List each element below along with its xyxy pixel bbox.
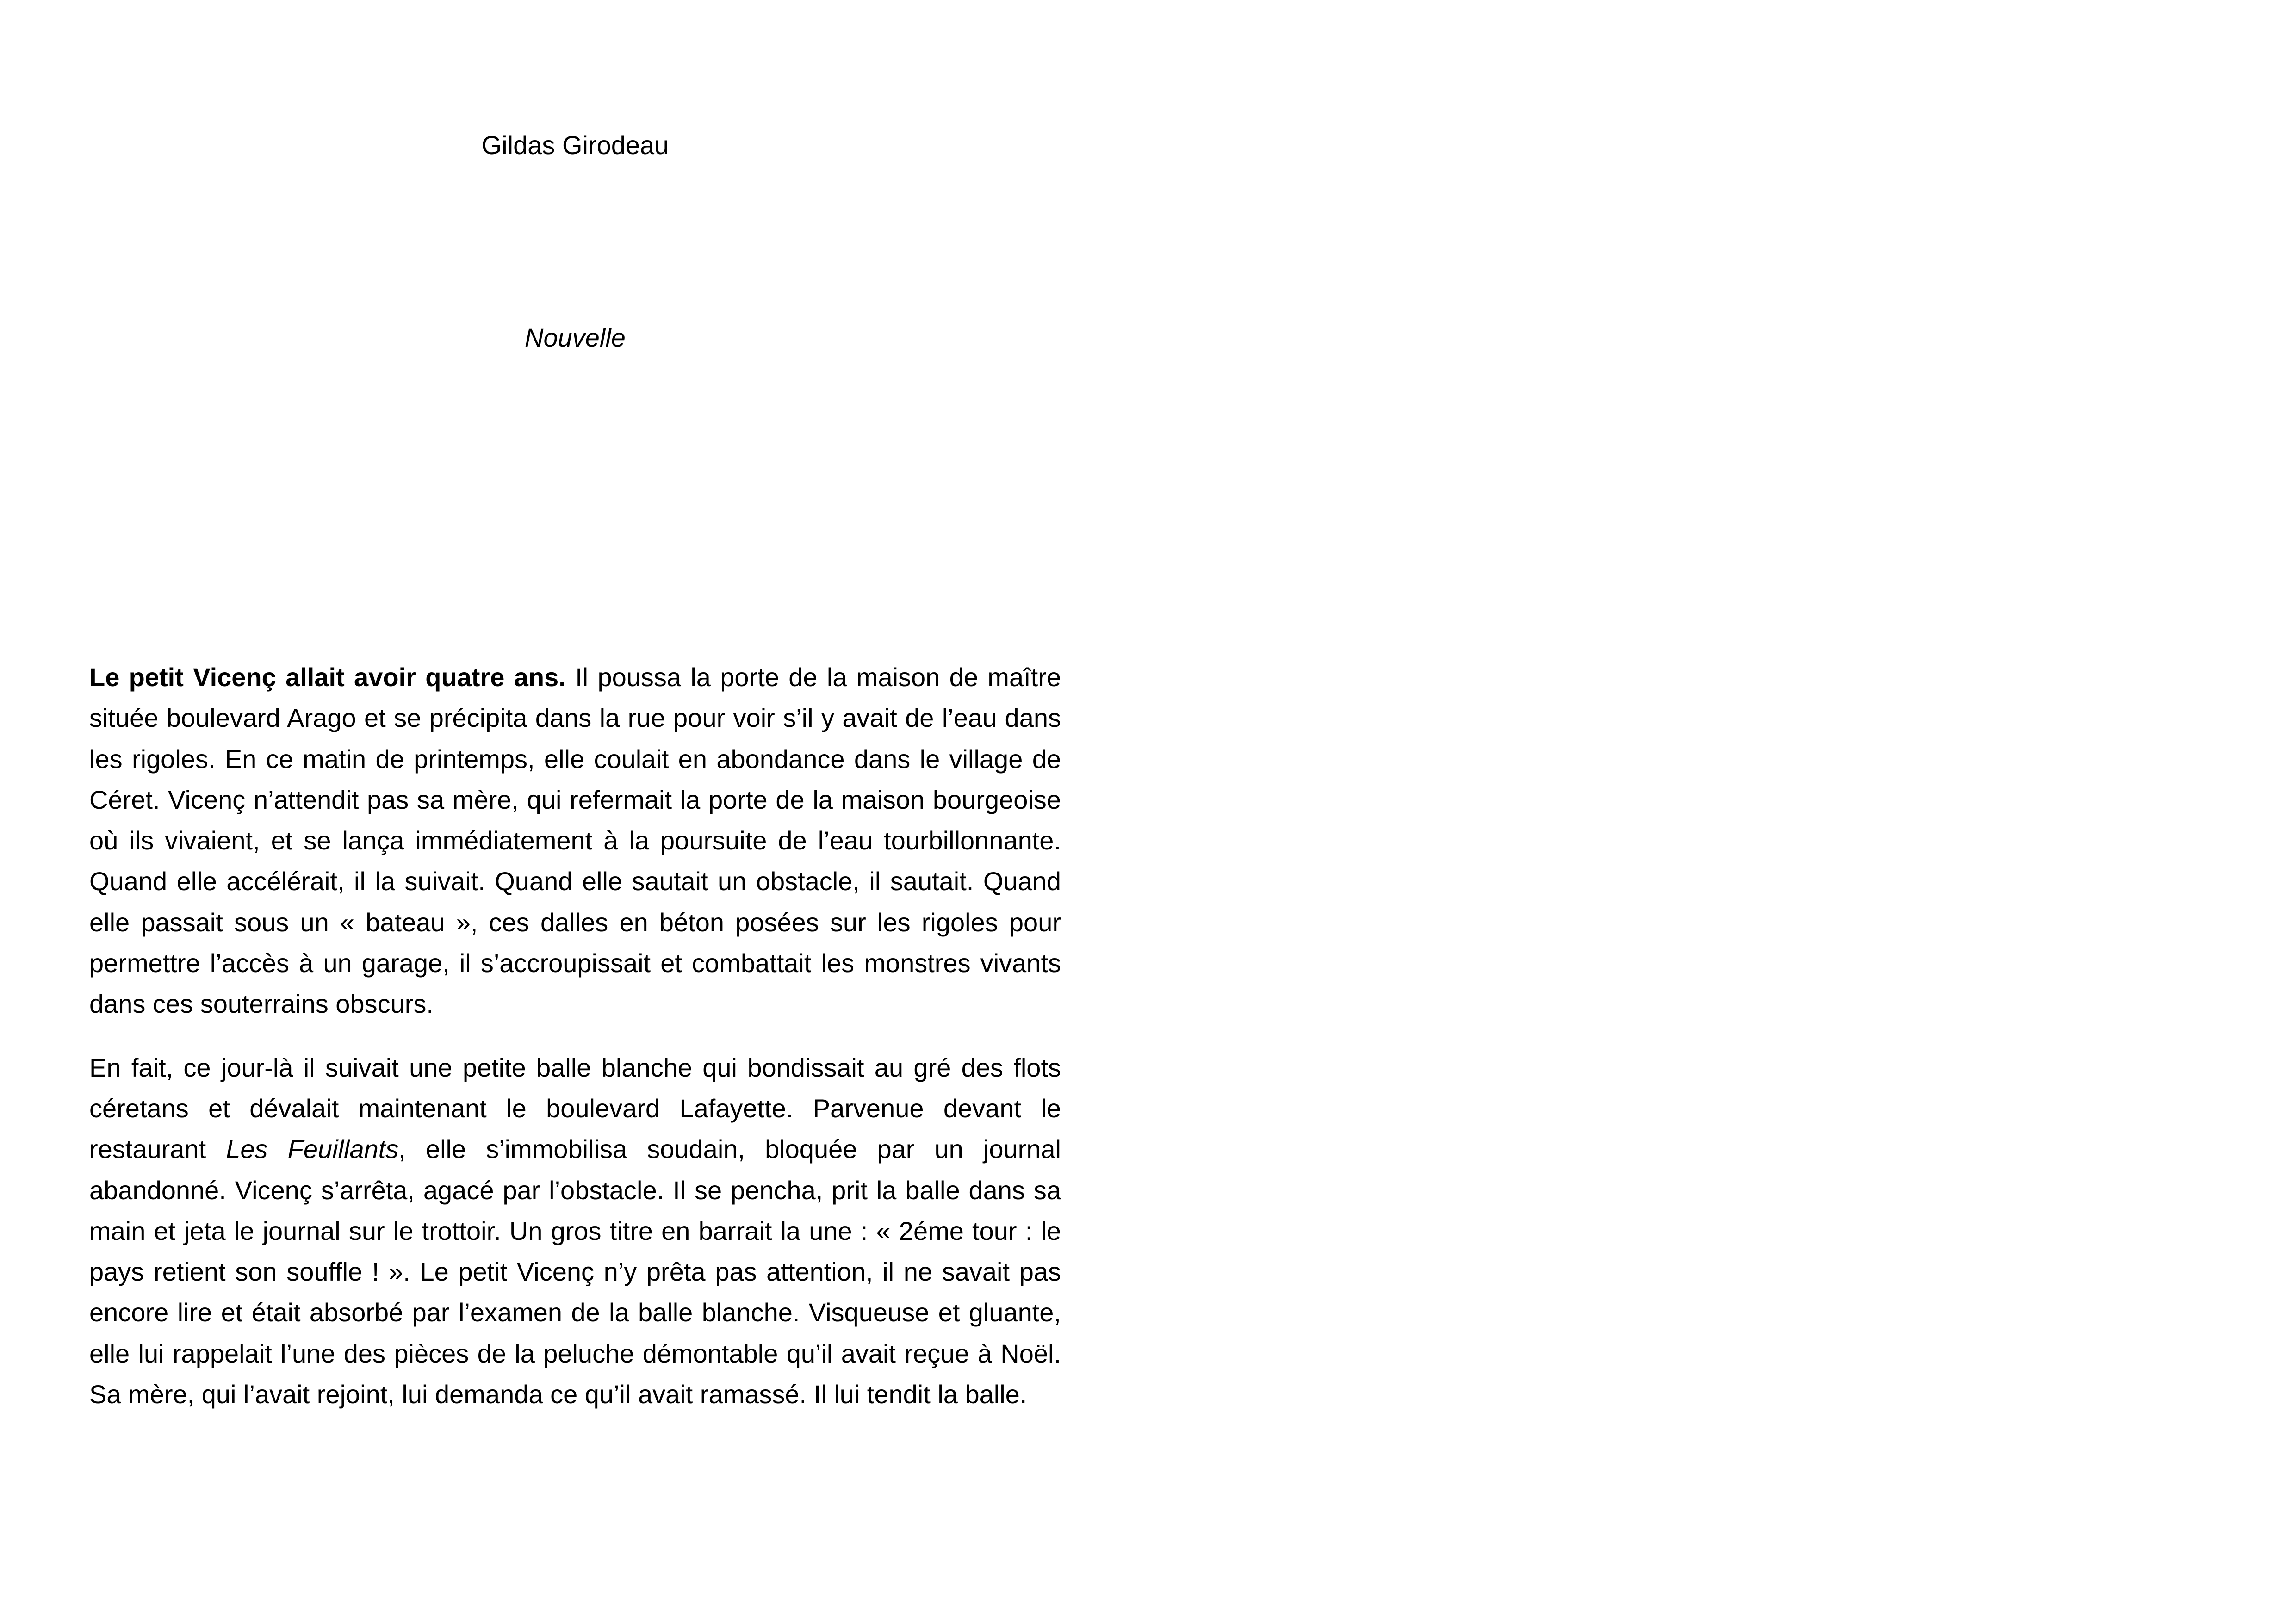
- author-name: Gildas Girodeau: [481, 130, 669, 160]
- text-run: En fait, ce jour-là il suivait une petite balle blanche qui bondissait au gré des flots céretans et dévalait maintenant le boulevard Lafayette. Parvenue devant le restaurant: [89, 1053, 1061, 1164]
- left-text-column: [89, 657, 1061, 1437]
- right-page: [1148, 0, 2296, 1623]
- text-run: Le petit Vicenç allait avoir quatre ans.: [89, 663, 566, 692]
- text-run: , elle s’immobilisa soudain, bloquée par un journal abandonné. Vicenç s’arrêta, agacé par l’obstacle. Il se pencha, prit la balle dans sa main et jeta le journal sur le trottoir. Un gros titre en barrait la une : « 2éme tour : le pays retient son souffle ! ». Le petit Vicenç n’y prêta pas attention, il ne savait pas encore lire et était absorbé par l’examen de la balle blanche. Visqueuse et gluante, elle lui rappelait l’une des pièces de la peluche démontable qu’il avait reçue à Noël. Sa mère, qui l’avait rejoint, lui demanda ce qu’il avait ramassé. Il lui tendit la balle.: [89, 1134, 1061, 1409]
- text-run: Il poussa la porte de la maison de maître située boulevard Arago et se précipita dans la rue pour voir s’il y avait de l’eau dans les rigoles. En ce matin de printemps, elle coulait en abondance dans le village de Céret. Vicenç n’attendit pas sa mère, qui refermait la porte de la maison bourgeoise où ils vivaient, et se lança immédiatement à la poursuite de l’eau tourbillonnante. Quand elle accélérait, il la suivait. Quand elle sautait un obstacle, il sautait. Quand elle passait sous un « bateau », ces dalles en béton posées sur les rigoles pour permettre l’accès à un garage, il s’accroupissait et combattait les monstres vivants dans ces souterrains obscurs.: [89, 663, 1061, 1019]
- paragraph: [89, 1047, 1061, 1415]
- text-run: Les Feuillants: [226, 1134, 399, 1164]
- paragraph: [89, 657, 1061, 1025]
- genre-label: Nouvelle: [525, 323, 626, 352]
